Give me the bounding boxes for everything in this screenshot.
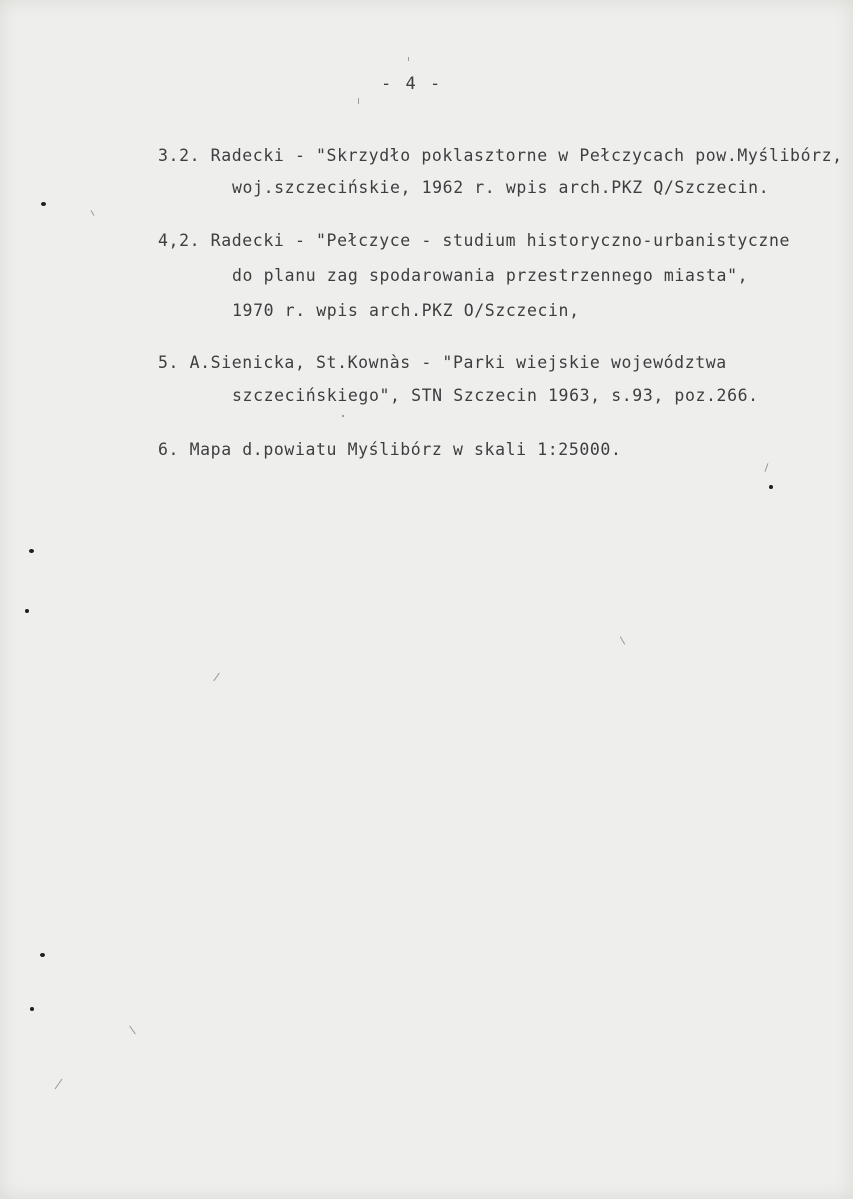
paper-speck bbox=[408, 57, 409, 61]
paper-speck bbox=[342, 415, 344, 417]
binder-mark bbox=[769, 485, 773, 489]
entry-line: 5. A.Sienicka, St.Kownàs - "Parki wiejskie województwa bbox=[158, 353, 727, 372]
paper-speck bbox=[129, 1026, 136, 1035]
entry-line: woj.szczecińskie, 1962 r. wpis arch.PKZ Q/Szczecin. bbox=[232, 178, 770, 197]
entry-line: 3.2. Radecki - "Skrzydło poklasztorne w Pełczycach pow.Myślibórz, bbox=[158, 146, 843, 165]
entry-line: 4,2. Radecki - "Pełczyce - studium historyczno-urbanistyczne bbox=[158, 231, 791, 250]
binder-mark bbox=[41, 202, 46, 206]
binder-mark bbox=[29, 549, 34, 553]
entry-line: do planu zag spodarowania przestrzennego miasta", bbox=[232, 266, 749, 285]
paper-speck bbox=[55, 1079, 63, 1089]
binder-mark bbox=[30, 1007, 34, 1011]
paper-speck bbox=[620, 636, 625, 644]
entry-line: szczecińskiego", STN Szczecin 1963, s.93, poz.266. bbox=[232, 386, 759, 405]
page-number: - 4 - bbox=[381, 74, 443, 94]
paper-speck bbox=[213, 673, 220, 682]
binder-mark bbox=[40, 953, 45, 957]
entry-line: 1970 r. wpis arch.PKZ O/Szczecin, bbox=[232, 301, 580, 320]
paper-speck bbox=[91, 210, 95, 216]
entry-line: 6. Mapa d.powiatu Myślibórz w skali 1:25000. bbox=[158, 440, 622, 459]
paper-speck bbox=[358, 98, 359, 104]
paper-speck bbox=[764, 463, 768, 472]
binder-mark bbox=[25, 609, 29, 613]
